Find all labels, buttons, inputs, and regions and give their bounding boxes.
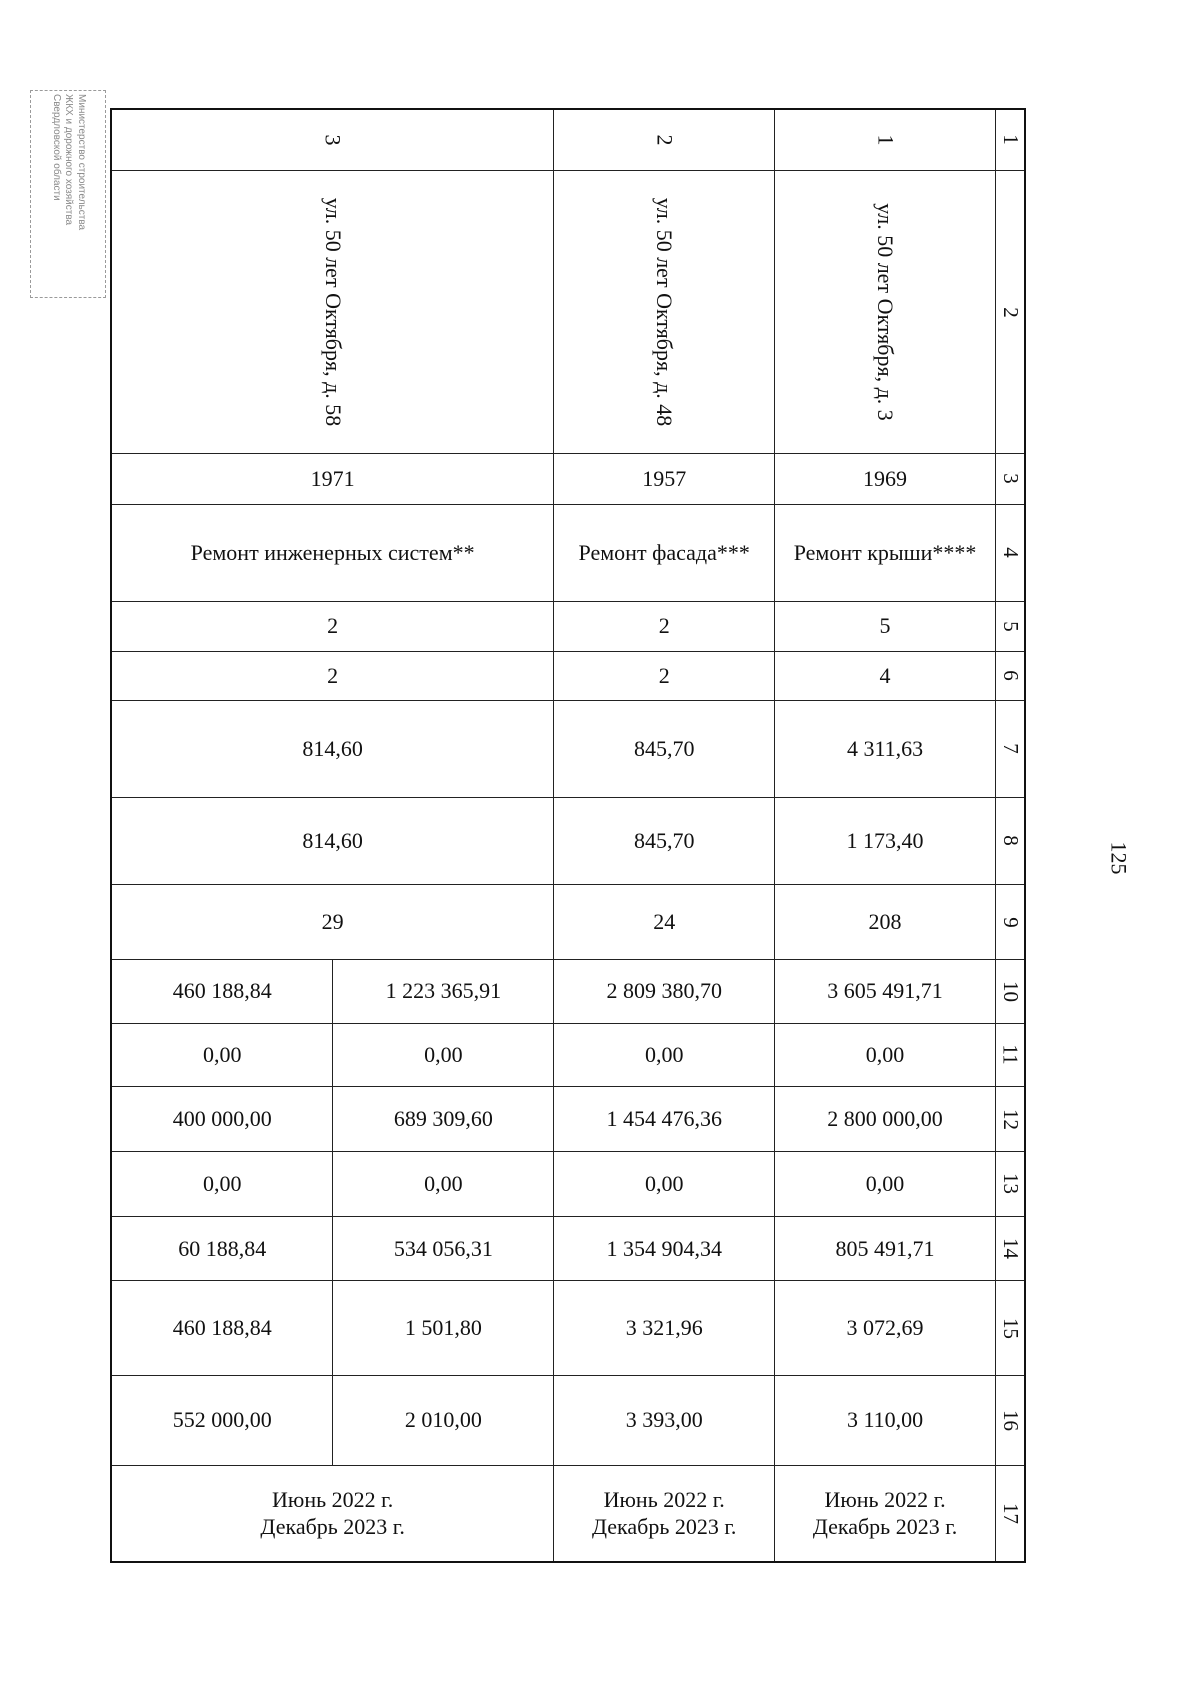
cell-row2-fund-owners: 1 354 904,34	[554, 1216, 775, 1281]
column-number: 1	[995, 109, 1025, 170]
cell-row3a-fund-federal: 0,00	[333, 1023, 554, 1087]
cell-row3-year: 1971	[111, 454, 554, 504]
table-row	[111, 602, 1025, 651]
table-row	[111, 170, 1025, 453]
stamp	[30, 90, 106, 298]
column-number: 16	[995, 1375, 1025, 1465]
column-number: 10	[995, 959, 1025, 1023]
stamp-line: Свердловской области	[50, 94, 62, 201]
cell-row3-num: 3	[111, 109, 554, 170]
cell-row3-area-total: 814,60	[111, 700, 554, 797]
end-date: Декабрь 2023 г.	[812, 1514, 958, 1540]
table-row	[111, 651, 1025, 700]
stamp-text	[49, 94, 87, 294]
table-row	[111, 109, 1025, 170]
cell-row3-residents: 29	[111, 885, 554, 960]
column-number: 11	[995, 1023, 1025, 1087]
cell-row3a-fund-regional: 689 309,60	[333, 1087, 554, 1152]
cell-row2-address: ул. 50 лет Октября, д. 48	[554, 170, 775, 453]
cell-row2-floors: 2	[554, 602, 775, 651]
cell-row3a-fund-local: 0,00	[333, 1151, 554, 1216]
cell-row3-floors: 2	[111, 602, 554, 651]
column-number: 8	[995, 797, 1025, 885]
cell-row1-fund-federal: 0,00	[775, 1023, 996, 1087]
cell-row3a-unit-cost: 1 501,80	[333, 1281, 554, 1375]
cell-row1-work: Ремонт крыши****	[775, 504, 996, 602]
end-date: Декабрь 2023 г.	[260, 1514, 405, 1540]
cell-row2-limit-cost: 3 393,00	[554, 1375, 775, 1465]
table-row	[111, 885, 1025, 960]
cell-row3-dates	[111, 1465, 554, 1562]
column-number: 14	[995, 1216, 1025, 1281]
table-row	[111, 700, 1025, 797]
cell-row3-work: Ремонт инженерных систем**	[111, 504, 554, 602]
cell-row1-fund-regional: 2 800 000,00	[775, 1087, 996, 1152]
table-row	[111, 504, 1025, 602]
start-date: Июнь 2022 г.	[603, 1486, 725, 1512]
table-row	[111, 454, 1025, 504]
start-date: Июнь 2022 г.	[824, 1486, 946, 1512]
cell-row3a-fund-owners: 534 056,31	[333, 1216, 554, 1281]
cell-row1-fund-local: 0,00	[775, 1151, 996, 1216]
column-number: 12	[995, 1087, 1025, 1152]
cell-row2-dates	[554, 1465, 775, 1562]
page-number: 125	[1106, 841, 1131, 875]
cell-row1-cost-total: 3 605 491,71	[775, 959, 996, 1023]
cell-row3b-cost-total: 460 188,84	[111, 959, 333, 1023]
table-row	[111, 1151, 1025, 1216]
column-number: 5	[995, 602, 1025, 651]
cell-row1-address: ул. 50 лет Октября, д. 3	[775, 170, 996, 453]
column-number: 9	[995, 885, 1025, 960]
cell-row1-fund-owners: 805 491,71	[775, 1216, 996, 1281]
column-number: 7	[995, 700, 1025, 797]
cell-row3b-fund-local: 0,00	[111, 1151, 333, 1216]
cell-row3-address: ул. 50 лет Октября, д. 58	[111, 170, 554, 453]
table-row	[111, 1023, 1025, 1087]
column-number: 6	[995, 651, 1025, 700]
cell-row2-year: 1957	[554, 454, 775, 504]
repair-program-table	[110, 108, 1026, 1563]
cell-row1-residents: 208	[775, 885, 996, 960]
table-row	[111, 959, 1025, 1023]
cell-row3b-fund-owners: 60 188,84	[111, 1216, 333, 1281]
cell-row2-work: Ремонт фасада***	[554, 504, 775, 602]
cell-row2-fund-regional: 1 454 476,36	[554, 1087, 775, 1152]
cell-row1-unit-cost: 3 072,69	[775, 1281, 996, 1375]
cell-row1-year: 1969	[775, 454, 996, 504]
cell-row1-dates	[775, 1465, 996, 1562]
cell-row2-area-total: 845,70	[554, 700, 775, 797]
cell-row1-area-work: 1 173,40	[775, 797, 996, 885]
table-row	[111, 1281, 1025, 1375]
table-row	[111, 1216, 1025, 1281]
cell-row2-fund-local: 0,00	[554, 1151, 775, 1216]
end-date: Декабрь 2023 г.	[591, 1514, 737, 1540]
table-row	[111, 1375, 1025, 1465]
cell-row1-num: 1	[775, 109, 996, 170]
cell-row1-floors: 5	[775, 602, 996, 651]
stamp-line: Министерство строительства	[75, 94, 87, 231]
cell-row3b-fund-federal: 0,00	[111, 1023, 333, 1087]
cell-row3a-cost-total: 1 223 365,91	[333, 959, 554, 1023]
cell-row3b-fund-regional: 400 000,00	[111, 1087, 333, 1152]
cell-row1-limit-cost: 3 110,00	[775, 1375, 996, 1465]
cell-row2-residents: 24	[554, 885, 775, 960]
cell-row3a-limit-cost: 2 010,00	[333, 1375, 554, 1465]
stamp-line: ЖКХ и дорожного хозяйства	[63, 94, 75, 226]
cell-row3-area-work: 814,60	[111, 797, 554, 885]
table-row	[111, 1087, 1025, 1152]
table-row	[111, 797, 1025, 885]
column-number: 2	[995, 170, 1025, 453]
start-date: Июнь 2022 г.	[272, 1486, 394, 1512]
column-number: 13	[995, 1151, 1025, 1216]
column-number: 15	[995, 1281, 1025, 1375]
cell-row2-entrances: 2	[554, 651, 775, 700]
column-number: 4	[995, 504, 1025, 602]
cell-row3b-limit-cost: 552 000,00	[111, 1375, 333, 1465]
cell-row2-fund-federal: 0,00	[554, 1023, 775, 1087]
cell-row2-num: 2	[554, 109, 775, 170]
cell-row1-area-total: 4 311,63	[775, 700, 996, 797]
column-number: 17	[995, 1465, 1025, 1562]
cell-row2-cost-total: 2 809 380,70	[554, 959, 775, 1023]
cell-row1-entrances: 4	[775, 651, 996, 700]
cell-row2-unit-cost: 3 321,96	[554, 1281, 775, 1375]
cell-row2-area-work: 845,70	[554, 797, 775, 885]
cell-row3-entrances: 2	[111, 651, 554, 700]
table-row	[111, 1465, 1025, 1562]
cell-row3b-unit-cost: 460 188,84	[111, 1281, 333, 1375]
column-number: 3	[995, 454, 1025, 504]
